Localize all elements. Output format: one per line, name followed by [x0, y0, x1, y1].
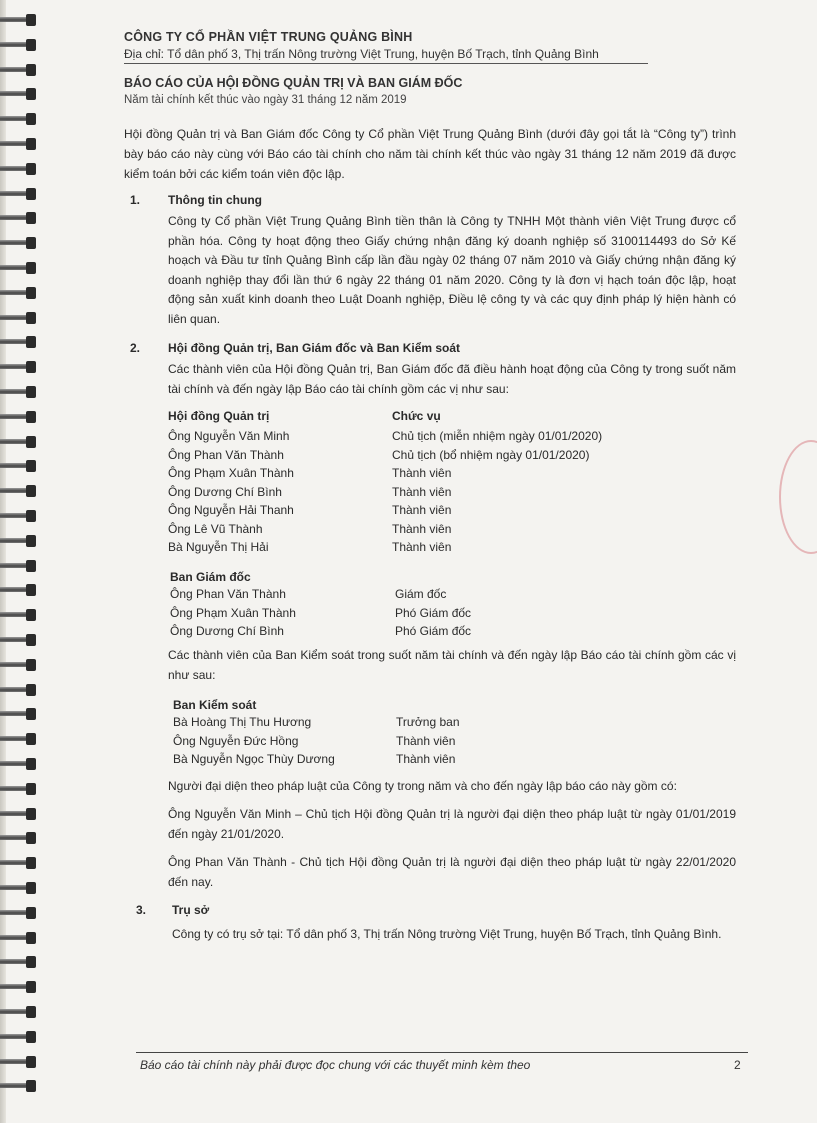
section-3-body: Công ty có trụ sở tại: Tổ dân phố 3, Thị trấn Nông trường Việt Trung, huyện Bố Trạch, tỉnh Quảng Bình. — [172, 927, 722, 941]
member-name: Ông Phan Văn Thành — [168, 447, 284, 462]
member-role: Phó Giám đốc — [395, 605, 472, 620]
binding-ring — [0, 808, 40, 822]
member-name: Ông Dương Chí Bình — [168, 484, 282, 499]
binding-ring — [0, 584, 40, 598]
footer-note: Báo cáo tài chính này phải được đọc chung với các thuyết minh kèm theo — [140, 1058, 531, 1072]
binding-ring — [0, 436, 40, 450]
section-1-title: Thông tin chung — [168, 193, 262, 207]
member-role: Phó Giám đốc — [395, 624, 472, 638]
member-role: Thành viên — [392, 484, 452, 499]
page-number: 2 — [734, 1058, 741, 1072]
member-name: Bà Nguyễn Thị Hải — [168, 540, 269, 554]
binding-ring — [0, 708, 40, 722]
letterhead — [124, 30, 764, 64]
legal-rep-intro: Người đại diện theo pháp luật của Công ty trong năm và cho đến ngày lập báo cáo này gồm có: — [168, 779, 677, 793]
member-role: Thành viên — [396, 733, 456, 748]
binding-ring — [0, 1006, 40, 1020]
report-subtitle: Năm tài chính kết thúc vào ngày 31 tháng 12 năm 2019 — [124, 94, 407, 106]
binding-ring — [0, 882, 40, 896]
red-stamp-mark — [779, 440, 817, 554]
member-name: Ông Nguyễn Hải Thanh — [168, 503, 294, 517]
legal-rep-1: Ông Nguyễn Văn Minh – Chủ tịch Hội đồng Quản trị là người đại diện theo pháp luật từ ngày 01/01/2019 đến ngày 21/01/2020. — [168, 807, 736, 841]
binding-ring — [0, 188, 40, 202]
member-role: Chủ tịch (bổ nhiệm ngày 01/01/2020) — [392, 447, 590, 462]
member-role: Thành viên — [392, 503, 452, 517]
binding-ring — [0, 609, 40, 623]
binding-ring — [0, 1056, 40, 1070]
section-1-number: 1. — [130, 193, 141, 207]
section-1-body: Công ty Cổ phần Việt Trung Quảng Bình tiền thân là Công ty TNHH Một thành viên Việt Trung được cổ phần hóa. Công ty hoạt động theo Giấy chứng nhận đăng ký doanh nghiệp số 3100114493 do Sở Kế hoạch và Đầu tư tỉnh Quảng Bình cấp lần đầu ngày 02 tháng 07 năm 2010 và Giấy chứng nhận đăng ký doanh nghiệp thay đổi lần thứ 6 ngày 22 tháng 01 năm 2020. Công ty là đơn vị hạch toán độc lập, hoạt động sản xuất kinh doanh theo Luật Doanh nghiệp, Điều lệ công ty và các quy định pháp lý hiện hành có liên quan. — [168, 214, 736, 326]
binding-ring — [0, 336, 40, 350]
section-2-title: Hội đồng Quản trị, Ban Giám đốc và Ban Kiểm soát — [168, 341, 461, 355]
binding-ring — [0, 684, 40, 698]
binding-ring — [0, 39, 40, 53]
binding-ring — [0, 262, 40, 276]
binding-ring — [0, 857, 40, 871]
section-3-title: Trụ sở — [172, 903, 210, 917]
member-name: Ông Phạm Xuân Thành — [170, 605, 296, 620]
binding-ring — [0, 956, 40, 970]
binding-ring — [0, 312, 40, 326]
binding-ring — [0, 981, 40, 995]
binding-ring — [0, 634, 40, 648]
section-3-number: 3. — [136, 903, 147, 917]
binding-ring — [0, 138, 40, 152]
member-name: Ông Nguyễn Đức Hồng — [173, 733, 299, 748]
member-role: Giám đốc — [395, 587, 447, 601]
binding-ring — [0, 510, 40, 524]
binding-ring — [0, 659, 40, 673]
member-role: Thành viên — [396, 752, 456, 766]
member-role: Thành viên — [392, 540, 452, 554]
member-name: Ông Lê Vũ Thành — [168, 521, 263, 536]
binding-ring — [0, 733, 40, 747]
binding-ring — [0, 88, 40, 102]
member-role: Chủ tịch (miễn nhiệm ngày 01/01/2020) — [392, 429, 603, 443]
binding-ring — [0, 386, 40, 400]
binding-ring — [0, 485, 40, 499]
binding-ring — [0, 237, 40, 251]
footer-divider — [136, 1052, 748, 1053]
binding-ring — [0, 361, 40, 375]
supervisory-header: Ban Kiểm soát — [173, 698, 257, 712]
member-role: Thành viên — [392, 521, 452, 536]
company-address: Địa chỉ: Tổ dân phố 3, Thị trấn Nông trường Việt Trung, huyện Bố Trạch, tỉnh Quảng Bình — [124, 47, 648, 64]
board-header: Hội đồng Quản trị — [168, 409, 270, 423]
binding-ring — [0, 1080, 40, 1094]
report-title: BÁO CÁO CỦA HỘI ĐỒNG QUẢN TRỊ VÀ BAN GIÁM ĐỐC — [124, 76, 463, 90]
binding-ring — [0, 287, 40, 301]
binding-ring — [0, 460, 40, 474]
member-name: Ông Dương Chí Bình — [170, 624, 284, 638]
member-name: Ông Nguyễn Văn Minh — [168, 429, 290, 443]
binding-ring — [0, 411, 40, 425]
member-name: Ông Phan Văn Thành — [170, 587, 286, 601]
binding-ring — [0, 932, 40, 946]
binding-ring — [0, 64, 40, 78]
legal-rep-2: Ông Phan Văn Thành - Chủ tịch Hội đồng Quản trị là người đại diện theo pháp luật từ ngày 22/01/2020 đến nay. — [168, 855, 736, 889]
binding-ring — [0, 560, 40, 574]
member-role: Thành viên — [392, 466, 452, 480]
member-role: Trưởng ban — [396, 715, 460, 729]
binding-ring — [0, 163, 40, 177]
member-name: Bà Hoàng Thị Thu Hương — [173, 715, 312, 729]
binding-ring — [0, 212, 40, 226]
binding-ring — [0, 832, 40, 846]
position-header: Chức vụ — [392, 409, 441, 423]
binding-ring — [0, 907, 40, 921]
report-intro: Hội đồng Quản trị và Ban Giám đốc Công ty Cổ phần Việt Trung Quảng Bình (dưới đây gọi tắt là “Công ty”) trình bày báo cáo này cùng với Báo cáo tài chính cho năm tài chính kết thúc vào ngày 31 tháng 12 năm 2019 đã được kiểm toán bởi các kiểm toán viên độc lập. — [124, 127, 736, 181]
spiral-binding — [0, 0, 44, 1123]
member-name: Ông Phạm Xuân Thành — [168, 466, 294, 480]
member-name: Bà Nguyễn Ngọc Thùy Dương — [173, 752, 335, 766]
supervisory-intro: Các thành viên của Ban Kiểm soát trong suốt năm tài chính và đến ngày lập Báo cáo tài chính gồm các vị như sau: — [168, 648, 736, 682]
binding-ring — [0, 758, 40, 772]
binding-ring — [0, 14, 40, 28]
binding-ring — [0, 535, 40, 549]
section-2-number: 2. — [130, 341, 141, 355]
section-2-intro: Các thành viên của Hội đồng Quản trị, Ban Giám đốc đã điều hành hoạt động của Công ty trong suốt năm tài chính và đến ngày lập Báo cáo tài chính gồm các vị như sau: — [168, 362, 736, 396]
directors-header: Ban Giám đốc — [170, 570, 251, 584]
company-name: CÔNG TY CỔ PHẦN VIỆT TRUNG QUẢNG BÌNH — [124, 30, 413, 44]
binding-ring — [0, 1031, 40, 1045]
binding-ring — [0, 113, 40, 127]
binding-ring — [0, 783, 40, 797]
